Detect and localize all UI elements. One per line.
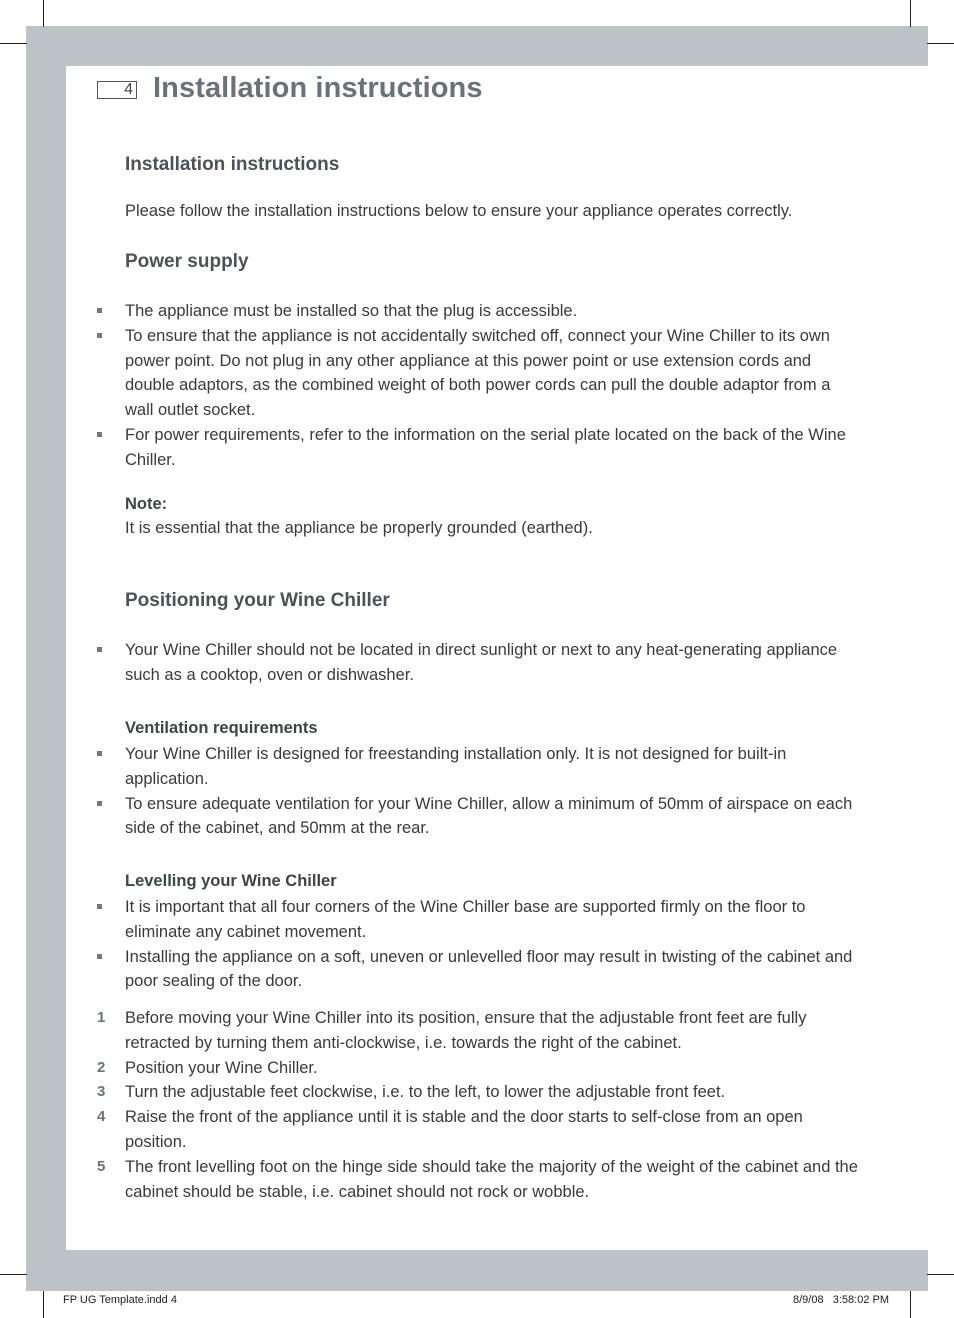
bullet-square-icon bbox=[97, 432, 102, 437]
list-item bbox=[97, 299, 862, 324]
list-item-text: It is important that all four corners of the Wine Chiller base are supported firmly on the floor to eliminate any cabinet movement. bbox=[125, 898, 806, 941]
subheading-levelling: Levelling your Wine Chiller bbox=[125, 872, 337, 890]
crop-mark bbox=[927, 1274, 954, 1275]
list-item bbox=[97, 945, 862, 995]
list-item bbox=[97, 742, 862, 792]
page-title: Installation instructions bbox=[153, 72, 483, 104]
list-item-text: Installing the appliance on a soft, uneven or unlevelled floor may result in twisting of the cabinet and poor sealing of the door. bbox=[125, 947, 853, 991]
list-item bbox=[97, 324, 862, 423]
step-item bbox=[97, 1006, 862, 1056]
crop-mark bbox=[0, 1274, 27, 1275]
step-number: 1 bbox=[97, 1009, 106, 1026]
footer-timestamp: 8/9/08 3:58:02 PM bbox=[793, 1294, 890, 1306]
step-number: 4 bbox=[97, 1108, 106, 1126]
step-item bbox=[97, 1056, 862, 1081]
page-number: 4 bbox=[97, 81, 137, 99]
bleed-top-band bbox=[26, 26, 928, 66]
crop-mark bbox=[43, 1291, 44, 1318]
intro-paragraph: Please follow the installation instructions below to ensure your appliance operates correctly. bbox=[125, 202, 793, 220]
note-text: It is essential that the appliance be properly grounded (earthed). bbox=[125, 519, 593, 537]
bullet-square-icon bbox=[97, 647, 102, 652]
step-item bbox=[97, 1105, 862, 1155]
list-item bbox=[97, 792, 862, 842]
bullet-square-icon bbox=[97, 751, 102, 756]
step-number: 2 bbox=[97, 1058, 106, 1076]
list-item bbox=[97, 895, 862, 945]
bleed-bottom-band bbox=[26, 1250, 928, 1291]
step-number: 3 bbox=[97, 1083, 106, 1101]
list-item-text: The appliance must be installed so that the plug is accessible. bbox=[125, 302, 578, 320]
step-text: Raise the front of the appliance until it is stable and the door starts to self-close from an open position. bbox=[125, 1108, 803, 1151]
levelling-steps bbox=[97, 1006, 862, 1204]
crop-mark bbox=[910, 1291, 911, 1318]
step-text: Before moving your Wine Chiller into its position, ensure that the adjustable front feet are fully retracted by turning them anti-clockwise, i.e. towards the right of the cabinet. bbox=[125, 1009, 807, 1052]
subheading-ventilation: Ventilation requirements bbox=[125, 719, 318, 737]
bullet-square-icon bbox=[97, 904, 102, 909]
bullet-square-icon bbox=[97, 801, 102, 806]
crop-mark bbox=[910, 0, 911, 27]
list-item bbox=[97, 423, 862, 473]
levelling-list bbox=[97, 895, 862, 994]
section-heading-power-supply: Power supply bbox=[125, 251, 249, 272]
step-item bbox=[97, 1155, 862, 1205]
power-supply-list bbox=[97, 299, 862, 473]
bullet-square-icon bbox=[97, 308, 102, 313]
bleed-left-band bbox=[26, 26, 66, 1291]
step-item bbox=[97, 1080, 862, 1105]
list-item-text: To ensure adequate ventilation for your Wine Chiller, allow a minimum of 50mm of airspace on each side of the cabinet, and 50mm at the rear. bbox=[125, 794, 853, 838]
list-item-text: Your Wine Chiller is designed for freestanding installation only. It is not designed for built-in application. bbox=[125, 745, 787, 788]
list-item-text: Your Wine Chiller should not be located in direct sunlight or next to any heat-generating appliance such as a cooktop, oven or dishwasher. bbox=[125, 641, 838, 684]
section-heading-installation: Installation instructions bbox=[125, 154, 340, 175]
step-text: Turn the adjustable feet clockwise, i.e. to the left, to lower the adjustable front feet. bbox=[125, 1083, 726, 1102]
footer-file-name: FP UG Template.indd 4 bbox=[63, 1294, 177, 1306]
crop-mark bbox=[43, 0, 44, 27]
step-number: 5 bbox=[97, 1157, 106, 1175]
list-item-text: To ensure that the appliance is not accidentally switched off, connect your Wine Chiller to its own power point. Do not plug in any other appliance at this power point or use extension cords and double adaptors, as the combined weight of both power cords can pull the double adaptor from a wall outlet socket. bbox=[125, 326, 831, 420]
list-item-text: For power requirements, refer to the information on the serial plate located on the back of the Wine Chiller. bbox=[125, 425, 846, 469]
positioning-list bbox=[97, 638, 862, 688]
bullet-square-icon bbox=[97, 333, 102, 338]
section-heading-positioning: Positioning your Wine Chiller bbox=[125, 590, 390, 611]
ventilation-list bbox=[97, 742, 862, 841]
list-item bbox=[97, 638, 862, 688]
step-text: The front levelling foot on the hinge side should take the majority of the weight of the cabinet and the cabinet should be stable, i.e. cabinet should not rock or wobble. bbox=[125, 1157, 858, 1201]
crop-mark bbox=[927, 43, 954, 44]
note-label: Note: bbox=[125, 495, 168, 513]
step-text: Position your Wine Chiller. bbox=[125, 1058, 318, 1077]
bullet-square-icon bbox=[97, 954, 102, 959]
crop-mark bbox=[0, 43, 27, 44]
